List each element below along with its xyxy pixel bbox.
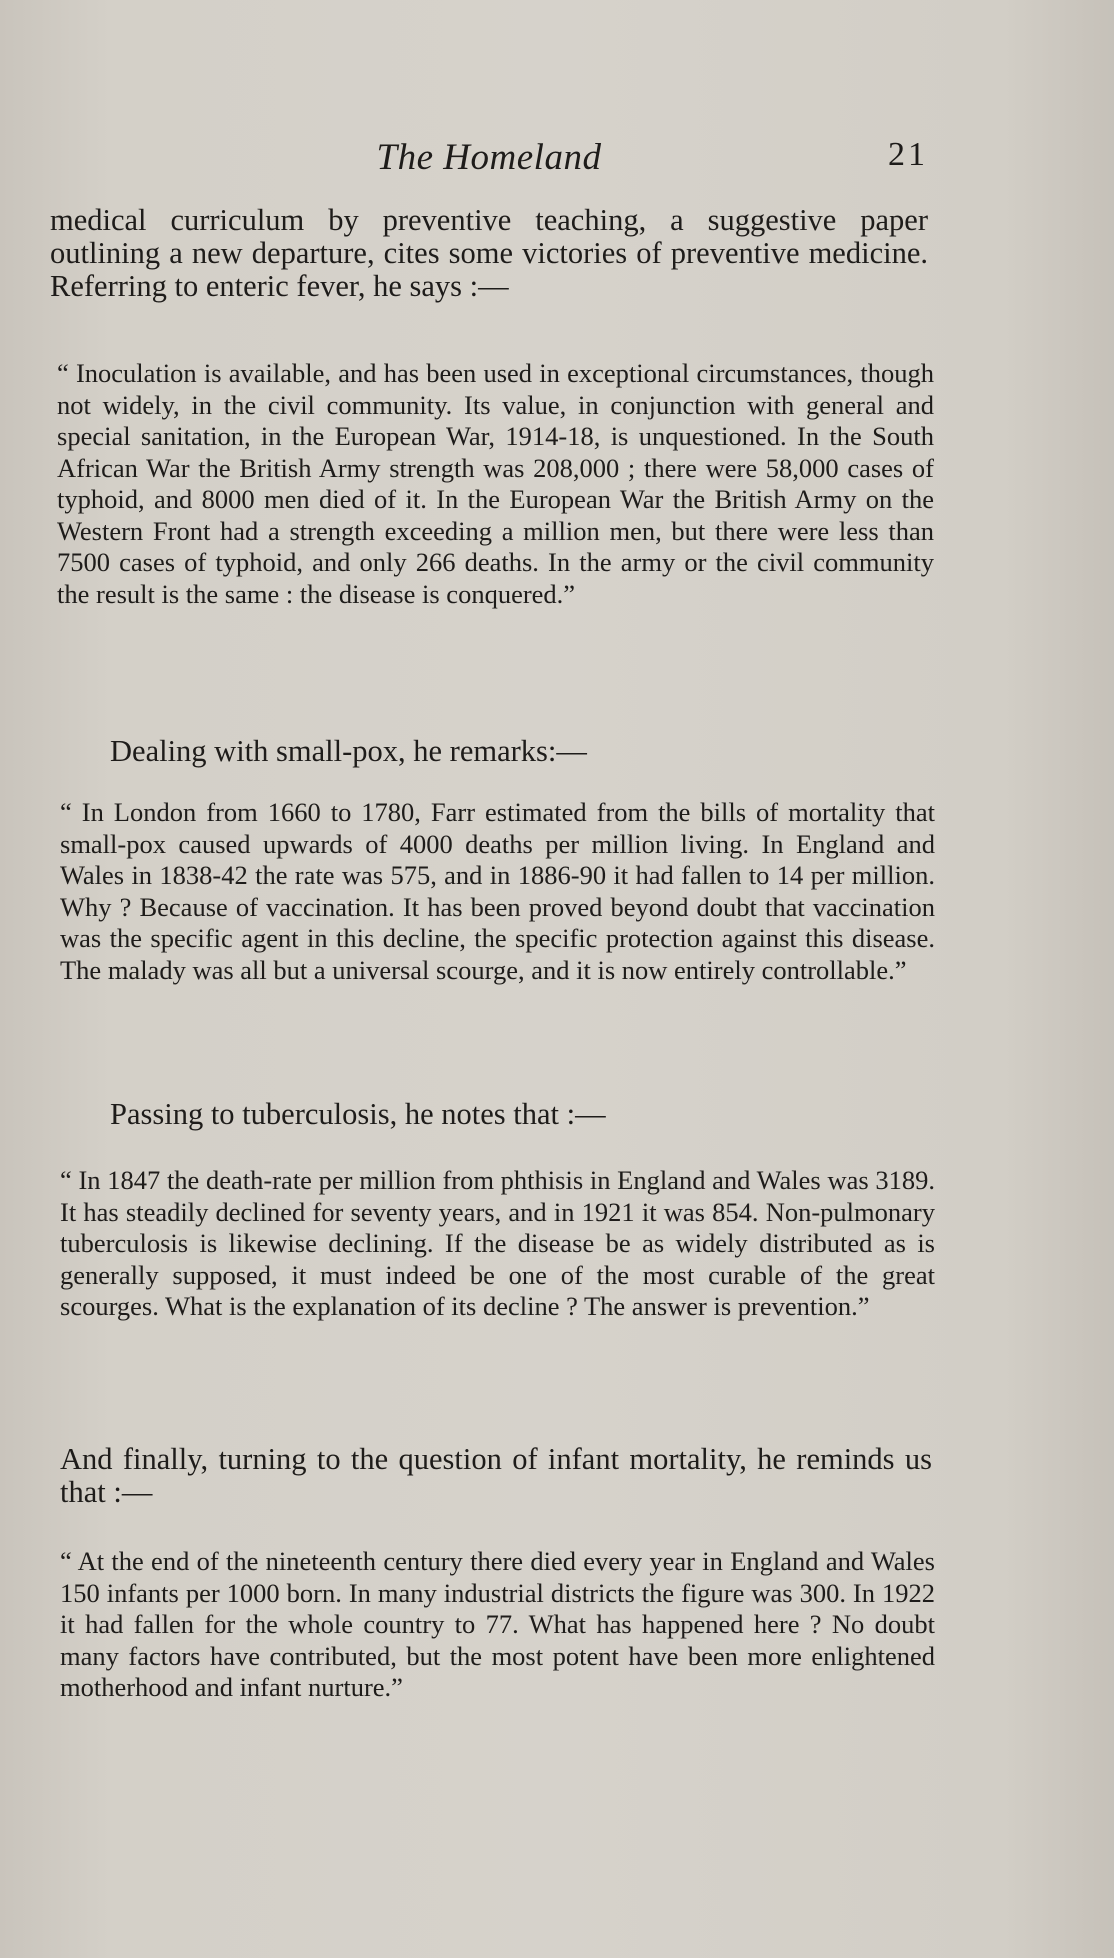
tuberculosis-intro-paragraph: Passing to tuberculosis, he notes that :— bbox=[110, 1097, 606, 1131]
page-number: 21 bbox=[888, 136, 928, 173]
infant-mortality-intro-paragraph: And finally, turning to the question of infant mortality, he reminds us that :— bbox=[60, 1442, 932, 1509]
smallpox-intro-paragraph: Dealing with small-pox, he remarks:— bbox=[110, 734, 587, 768]
smallpox-quote: “ In London from 1660 to 1780, Farr estimated from the bills of mortality that small-pox caused upwards of 4000 deaths per million living. In England and Wales in 1838-42 the rate was 575, and in 1886-90 it had fallen to 14 per million. Why ? Because of vaccination. It has been proved beyond doubt that vaccination was the specific agent in this decline, the specific protection against this disease. The malady was all but a universal scourge, and it is now entirely controllable.” bbox=[60, 797, 935, 985]
tuberculosis-quote: “ In 1847 the death-rate per million from phthisis in England and Wales was 3189. It has steadily declined for seventy years, and in 1921 it was 854. Non-pulmonary tuberculosis is likewise declining. If the disease be as widely distributed as is generally supposed, it must indeed be one of the most curable of the great scourges. What is the explanation of its decline ? The answer is prevention.” bbox=[60, 1165, 935, 1321]
running-header bbox=[50, 136, 928, 186]
infant-mortality-quote: “ At the end of the nineteenth century there died every year in England and Wales 150 infants per 1000 born. In many industrial districts the figure was 300. In 1922 it had fallen for the whole country to 77. What has happened here ? No doubt many factors have contributed, but the most potent have been more enlightened motherhood and infant nurture.” bbox=[60, 1546, 935, 1702]
enteric-fever-quote: “ Inoculation is available, and has been used in exceptional circumstances, though not widely, in the civil community. Its value, in conjunction with general and special sanitation, in the European War, 1914-18, is unquestioned. In the South African War the British Army strength was 208,000 ; there were 58,000 cases of typhoid, and 8000 men died of it. In the European War the British Army on the Western Front had a strength exceeding a million men, but there were less than 7500 cases of typhoid, and only 266 deaths. In the army or the civil community the result is the same : the disease is conquered.” bbox=[57, 358, 934, 609]
opening-paragraph: medical curriculum by preventive teaching, a suggestive paper outlining a new departure, cites some victories of preventive medicine. Referring to enteric fever, he says :— bbox=[50, 203, 928, 303]
running-title: The Homeland bbox=[376, 137, 602, 178]
